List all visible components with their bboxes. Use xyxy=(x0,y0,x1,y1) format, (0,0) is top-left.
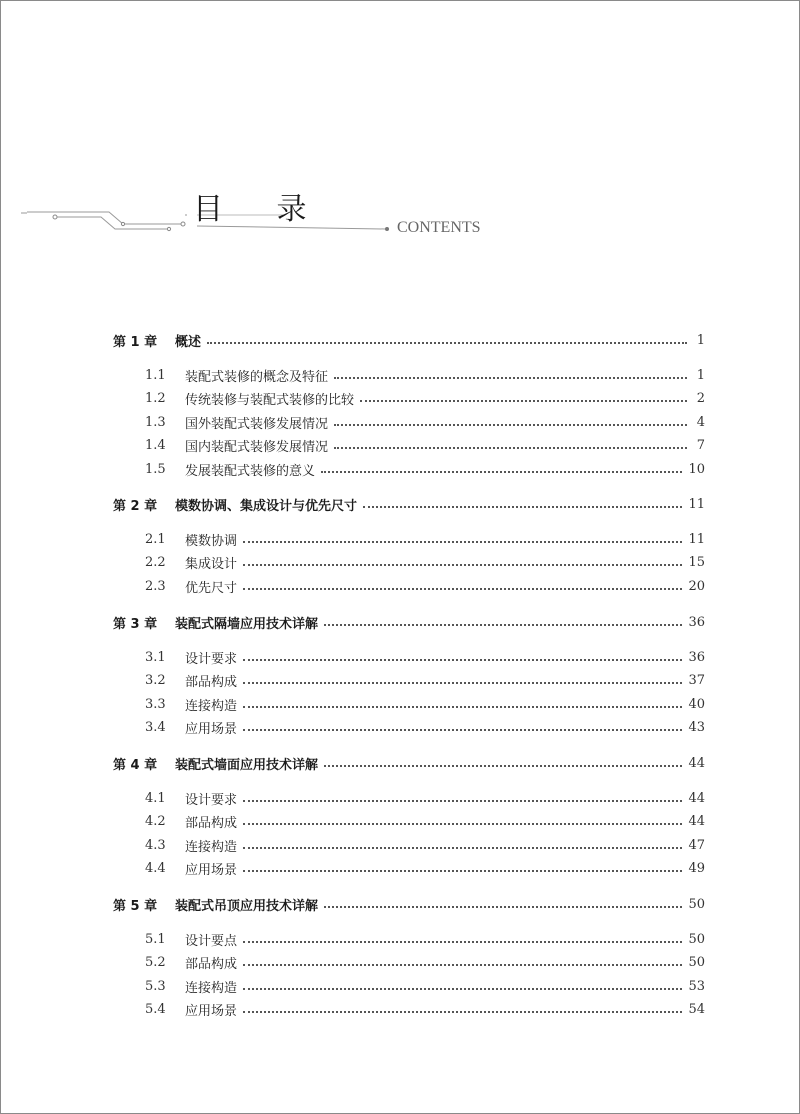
toc-chapter-row[interactable] xyxy=(113,329,705,351)
leader-dots xyxy=(243,540,682,543)
leader-dots xyxy=(243,940,682,943)
chapter-title: 概述 xyxy=(175,334,202,350)
page-number: 15 xyxy=(688,555,705,570)
section-title: 连接构造 xyxy=(185,839,238,855)
leader-dots xyxy=(243,822,682,825)
page-number: 1 xyxy=(696,332,705,348)
page-number: 49 xyxy=(688,861,705,876)
page-number: 44 xyxy=(688,814,705,829)
page-number: 36 xyxy=(688,649,705,665)
section-title: 模数协调 xyxy=(185,533,238,549)
page-number: 20 xyxy=(688,578,705,594)
toc-chapter-row[interactable] xyxy=(113,893,705,915)
toc-section-row[interactable] xyxy=(113,975,705,997)
toc-chapter-row[interactable] xyxy=(113,752,705,774)
chapter-title: 装配式吊顶应用技术详解 xyxy=(175,898,319,914)
page-number: 1 xyxy=(696,367,705,383)
page-number: 36 xyxy=(688,614,705,630)
section-number: 4.1 xyxy=(145,790,166,806)
toc-section-row[interactable] xyxy=(113,693,705,715)
section-title: 连接构造 xyxy=(185,698,238,714)
page-number: 43 xyxy=(688,720,705,735)
section-number: 2.3 xyxy=(145,578,166,594)
section-number: 1.5 xyxy=(145,461,166,477)
leader-dots xyxy=(243,705,682,708)
toc-section-row[interactable] xyxy=(113,952,705,974)
section-number: 1.4 xyxy=(145,438,166,453)
page-number: 4 xyxy=(696,414,705,430)
page-number: 47 xyxy=(688,837,705,853)
toc-chapter-row[interactable] xyxy=(113,611,705,633)
leader-dots xyxy=(243,587,682,590)
toc-section-row[interactable] xyxy=(113,646,705,668)
page-number: 50 xyxy=(688,931,705,947)
leader-dots xyxy=(334,446,687,449)
section-number: 5.2 xyxy=(145,955,166,970)
section-title: 优先尺寸 xyxy=(185,580,238,596)
page-number: 50 xyxy=(688,955,705,970)
toc-section-row[interactable] xyxy=(113,458,705,480)
leader-dots xyxy=(243,869,682,872)
page-number: 40 xyxy=(688,696,705,712)
chapter-number: 第 2 章 xyxy=(113,498,158,514)
chapter-number: 第 3 章 xyxy=(113,616,158,632)
page-subtitle: CONTENTS xyxy=(397,219,481,236)
page-number: 44 xyxy=(688,755,705,771)
section-number: 5.3 xyxy=(145,978,166,994)
leader-dots xyxy=(207,341,687,344)
section-title: 部品构成 xyxy=(185,675,238,690)
section-title: 传统装修与装配式装修的比较 xyxy=(185,393,355,408)
page-number: 37 xyxy=(688,673,705,688)
toc-section-row[interactable] xyxy=(113,435,705,457)
leader-dots xyxy=(324,623,682,626)
leader-dots xyxy=(363,505,682,508)
section-title: 装配式装修的概念及特征 xyxy=(185,369,329,385)
section-number: 1.1 xyxy=(145,367,166,383)
section-number: 3.3 xyxy=(145,696,166,712)
page-number: 7 xyxy=(696,438,705,453)
section-number: 1.3 xyxy=(145,414,166,430)
leader-dots xyxy=(243,563,682,566)
page-number: 11 xyxy=(688,531,705,547)
toc-section-row[interactable] xyxy=(113,528,705,550)
section-number: 5.4 xyxy=(145,1002,166,1017)
toc-section-row[interactable] xyxy=(113,388,705,410)
leader-dots xyxy=(334,376,687,379)
chapter-title: 装配式墙面应用技术详解 xyxy=(175,757,319,773)
page-number: 54 xyxy=(688,1002,705,1017)
section-number: 3.1 xyxy=(145,649,166,665)
chapter-number: 第 5 章 xyxy=(113,898,158,914)
page-number: 44 xyxy=(688,790,705,806)
toc-chapter-row[interactable] xyxy=(113,493,705,515)
section-title: 国外装配式装修发展情况 xyxy=(185,416,329,432)
toc-header xyxy=(1,1,800,261)
leader-dots xyxy=(243,799,682,802)
leader-dots xyxy=(360,399,687,402)
toc-section-row[interactable] xyxy=(113,364,705,386)
page-number: 53 xyxy=(688,978,705,994)
section-title: 设计要求 xyxy=(185,651,238,667)
section-number: 4.2 xyxy=(145,814,166,829)
leader-dots xyxy=(334,423,687,426)
section-title: 设计要点 xyxy=(185,933,238,949)
section-title: 应用场景 xyxy=(185,1004,238,1019)
leader-dots xyxy=(321,470,682,473)
page-number: 2 xyxy=(696,391,705,406)
section-title: 部品构成 xyxy=(185,816,238,831)
leader-dots xyxy=(243,728,682,731)
leader-dots xyxy=(324,905,682,908)
toc-section-row[interactable] xyxy=(113,411,705,433)
page-title: 目 录 xyxy=(193,192,329,227)
page-number: 10 xyxy=(688,461,705,477)
section-title: 连接构造 xyxy=(185,980,238,996)
toc-section-row[interactable] xyxy=(113,811,705,833)
toc-section-row[interactable] xyxy=(113,999,705,1021)
toc-section-row[interactable] xyxy=(113,575,705,597)
section-title: 部品构成 xyxy=(185,957,238,972)
chapter-number: 第 1 章 xyxy=(113,334,158,350)
leader-dots xyxy=(243,846,682,849)
page-number: 50 xyxy=(688,896,705,912)
section-title: 应用场景 xyxy=(185,722,238,737)
leader-dots xyxy=(243,658,682,661)
section-title: 国内装配式装修发展情况 xyxy=(185,440,329,455)
section-number: 3.2 xyxy=(145,673,166,688)
leader-dots xyxy=(324,764,682,767)
chapter-number: 第 4 章 xyxy=(113,757,158,773)
toc-section-row[interactable] xyxy=(113,552,705,574)
leader-dots xyxy=(243,963,682,966)
leader-dots xyxy=(243,681,682,684)
page-number: 11 xyxy=(688,496,705,512)
section-number: 1.2 xyxy=(145,391,166,406)
chapter-title: 模数协调、集成设计与优先尺寸 xyxy=(175,498,358,514)
section-number: 2.2 xyxy=(145,555,166,570)
chapter-title: 装配式隔墙应用技术详解 xyxy=(175,616,319,632)
toc-section-row[interactable] xyxy=(113,928,705,950)
section-number: 4.4 xyxy=(145,861,166,876)
leader-dots xyxy=(243,987,682,990)
section-title: 集成设计 xyxy=(185,557,238,572)
toc-section-row[interactable] xyxy=(113,670,705,692)
section-number: 3.4 xyxy=(145,720,166,735)
toc-section-row[interactable] xyxy=(113,717,705,739)
toc-section-row[interactable] xyxy=(113,858,705,880)
section-number: 4.3 xyxy=(145,837,166,853)
section-number: 2.1 xyxy=(145,531,166,547)
leader-dots xyxy=(243,1010,682,1013)
section-title: 设计要求 xyxy=(185,792,238,808)
toc-section-row[interactable] xyxy=(113,834,705,856)
section-title: 发展装配式装修的意义 xyxy=(185,463,316,479)
section-number: 5.1 xyxy=(145,931,166,947)
toc-section-row[interactable] xyxy=(113,787,705,809)
section-title: 应用场景 xyxy=(185,863,238,878)
